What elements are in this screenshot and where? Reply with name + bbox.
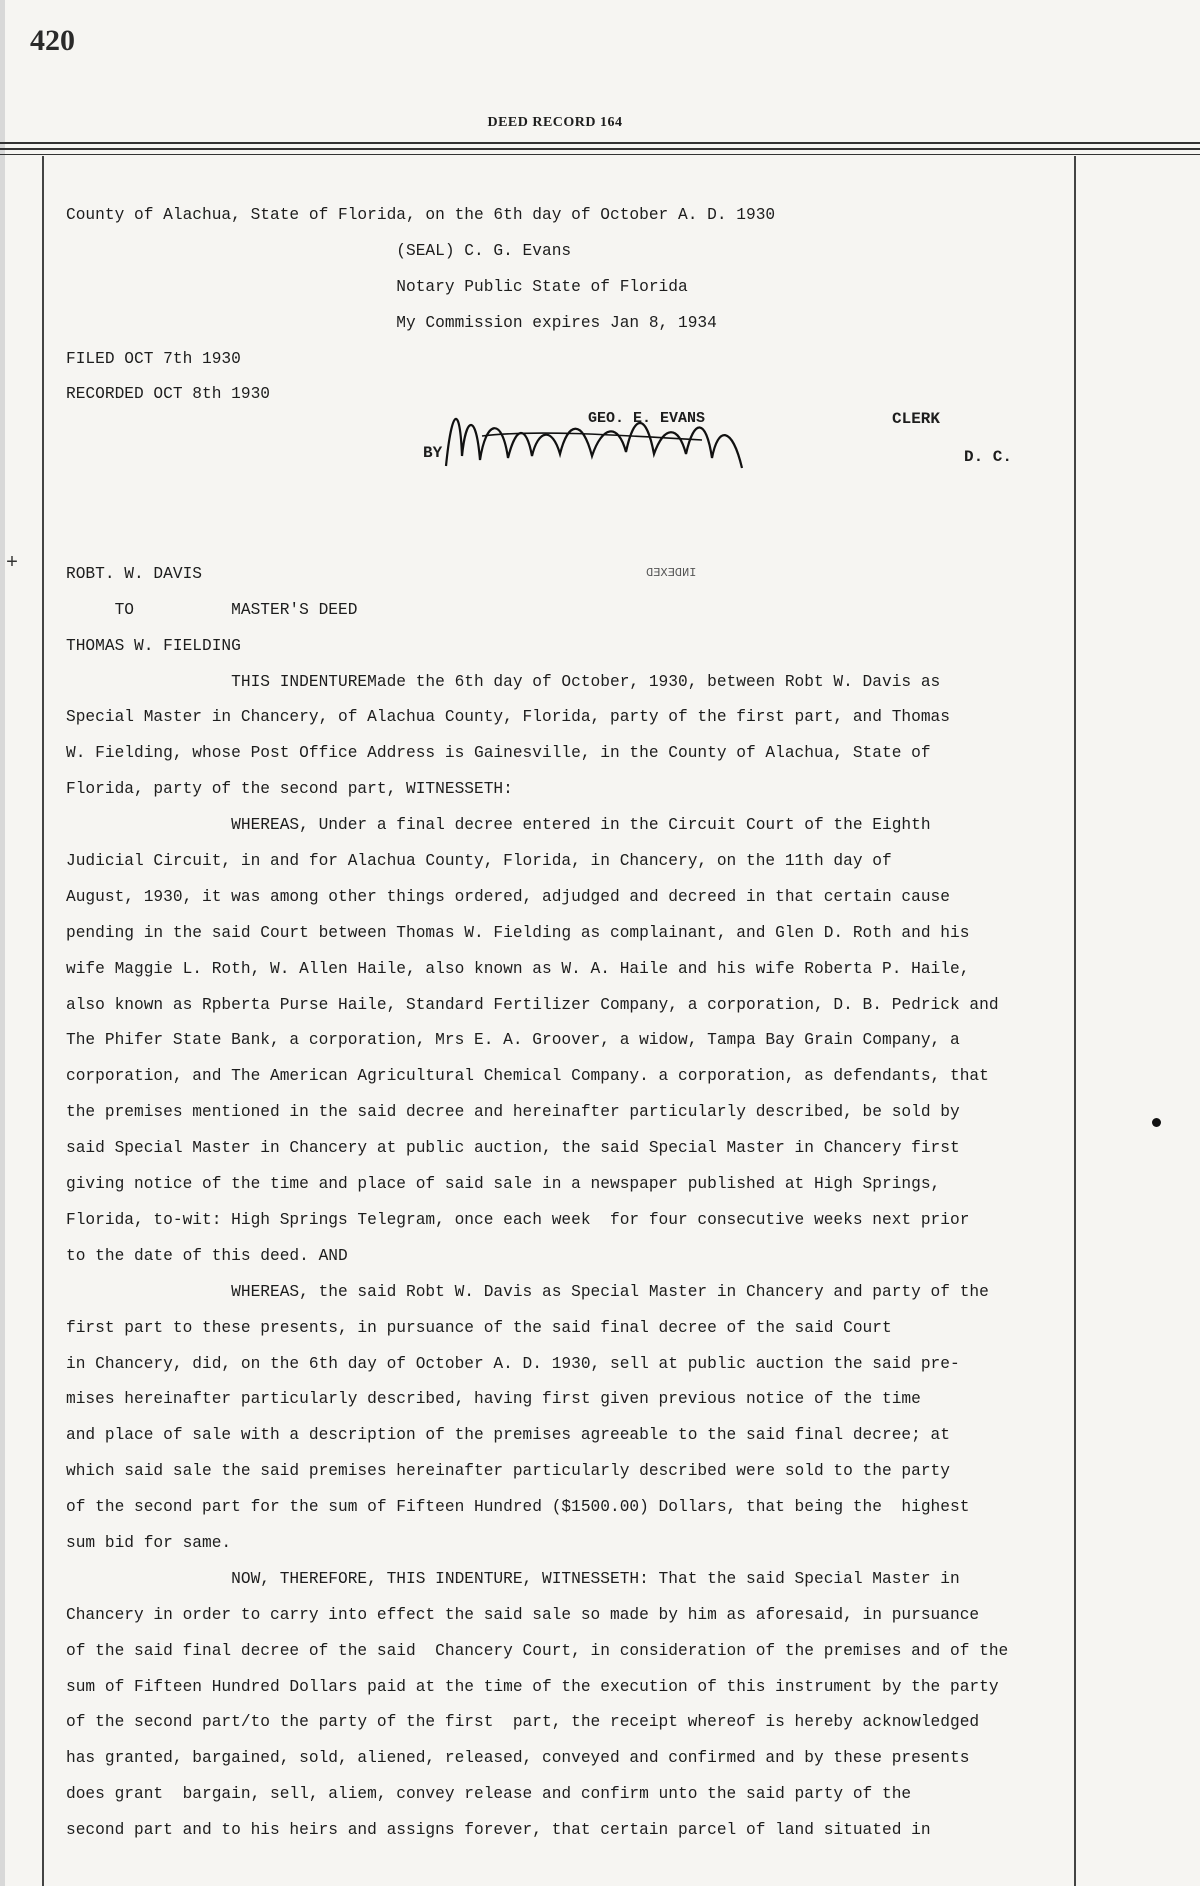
deed-line: Florida, party of the second part, WITNESSETH: [66,780,513,799]
margin-tick-mark: + [6,552,19,575]
deed-line: ROBT. W. DAVIS [66,564,202,583]
deed-line: sum of Fifteen Hundred Dollars paid at the time of the execution of this instrument by the party [66,1677,999,1696]
deed-line: NOW, THEREFORE, THIS INDENTURE, WITNESSETH: That the said Special Master in [66,1569,960,1588]
clerk-name: GEO. E. EVANS [588,410,706,427]
left-margin-rule [42,156,44,1886]
deed-line: August, 1930, it was among other things ordered, adjudged and decreed in that certain cause [66,887,950,906]
deed-line: My Commission expires Jan 8, 1934 [66,313,717,332]
deed-line: mises hereinafter particularly described, having first given previous notice of the time [66,1390,921,1409]
deed-line: which said sale the said premises hereinafter particularly described were sold to the party [66,1462,950,1481]
deed-record-header: DEED RECORD 164 [487,115,623,130]
indexed-stamp: INDEXED [646,566,697,580]
deputy-clerk-label: D. C. [964,448,1013,466]
deed-line: also known as Rpberta Purse Haile, Standard Fertilizer Company, a corporation, D. B. Pedrick and [66,995,999,1014]
deed-line: second part and to his heirs and assigns forever, that certain parcel of land situated in [66,1821,931,1840]
deed-line: has granted, bargained, sold, aliened, released, conveyed and confirmed and by these presents [66,1749,970,1768]
deed-line: of the second part/to the party of the first part, the receipt whereof is hereby acknowledged [66,1713,980,1732]
deed-line: RECORDED OCT 8th 1930 [66,385,270,404]
ink-dot [1152,1118,1161,1127]
deed-line: THOMAS W. FIELDING [66,636,241,655]
deed-line: pending in the said Court between Thomas W. Fielding as complainant, and Glen D. Roth and his [66,923,970,942]
deed-line: County of Alachua, State of Florida, on the 6th day of October A. D. 1930 [66,206,776,224]
deed-line: in Chancery, did, on the 6th day of October A. D. 1930, sell at public auction the said pre- [66,1354,960,1373]
deed-line: to the date of this deed. AND [66,1246,348,1265]
deed-line: WHEREAS, the said Robt W. Davis as Special Master in Chancery and party of the [66,1282,989,1301]
deed-line: giving notice of the time and place of said sale in a newspaper published at High Springs, [66,1175,941,1194]
deed-line: THIS INDENTUREMade the 6th day of October, 1930, between Robt W. Davis as [66,672,941,691]
page-number: 420 [30,24,75,57]
header-rule-middle [0,148,1200,150]
deed-line: and place of sale with a description of the premises agreeable to the said final decree; at [66,1426,950,1445]
deed-line: does grant bargain, sell, aliem, convey release and confirm unto the said party of the [66,1785,912,1804]
deed-line: corporation, and The American Agricultural Chemical Company. a corporation, as defendants, that [66,1067,989,1086]
deed-line: sum bid for same. [66,1533,232,1552]
deed-line: WHEREAS, Under a final decree entered in the Circuit Court of the Eighth [66,816,931,835]
deed-line: Chancery in order to carry into effect the said sale so made by him as aforesaid, in pursuance [66,1605,980,1624]
deed-line: said Special Master in Chancery at public auction, the said Special Master in Chancery first [66,1139,960,1158]
deed-line: TO MASTER'S DEED [66,600,358,619]
deed-line: Notary Public State of Florida [66,277,688,296]
by-label: BY [423,444,443,462]
deed-line: FILED OCT 7th 1930 [66,349,241,368]
page-left-edge [0,0,5,1886]
deed-line: first part to these presents, in pursuance of the said final decree of the said Court [66,1318,892,1337]
deed-line: The Phifer State Bank, a corporation, Mrs E. A. Groover, a widow, Tampa Bay Grain Company, a [66,1031,960,1050]
deed-line: wife Maggie L. Roth, W. Allen Haile, also known as W. A. Haile and his wife Roberta P. Haile, [66,959,970,978]
deed-line: of the said final decree of the said Chancery Court, in consideration of the premises and of the [66,1641,1009,1660]
deed-line: of the second part for the sum of Fifteen Hundred ($1500.00) Dollars, that being the highest [66,1498,970,1517]
deed-line [66,521,1076,557]
deed-line: (SEAL) C. G. Evans [66,241,572,260]
deed-line: Judicial Circuit, in and for Alachua County, Florida, in Chancery, on the 11th day of [66,852,892,871]
deed-line: W. Fielding, whose Post Office Address is Gainesville, in the County of Alachua, State of [66,744,931,763]
header-rule-top [0,142,1200,144]
clerk-title: CLERK [892,410,941,428]
deed-line: Special Master in Chancery, of Alachua County, Florida, party of the first part, and Thomas [66,708,950,727]
header-rule-bottom [0,154,1200,155]
deed-line: the premises mentioned in the said decree and hereinafter particularly described, be sold by [66,1103,960,1122]
deed-line: Florida, to-wit: High Springs Telegram, once each week for four consecutive weeks next prior [66,1210,970,1229]
